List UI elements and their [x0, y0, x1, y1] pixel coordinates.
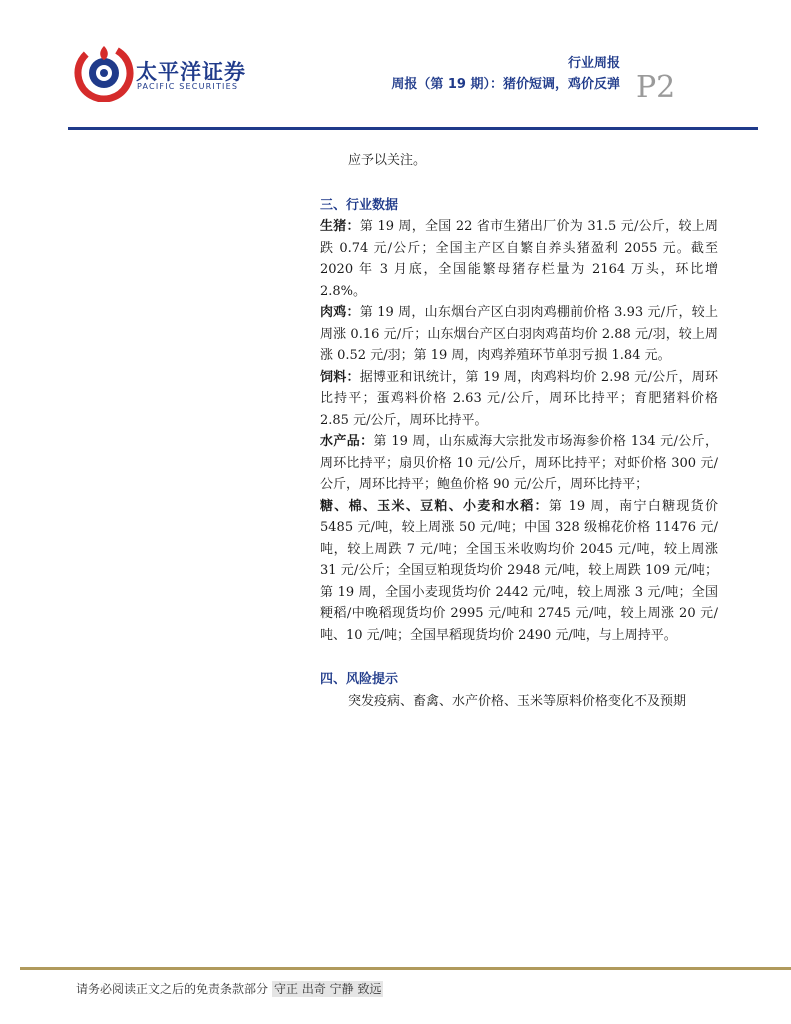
- data-item-crops: [320, 496, 718, 647]
- report-type: 行业周报: [567, 56, 620, 71]
- footer-motto: 守正 出奇 宁静 致远: [274, 982, 382, 996]
- data-item-text: 据博亚和讯统计，第 19 周，肉鸡料均价 2.98 元/公斤，周环比持平；蛋鸡料价格 2.63 元/公斤，周环比持平；育肥猪料价格 2.85 元/公斤，周环比持平。: [320, 369, 718, 428]
- section-4-title: 四、风险提示: [320, 672, 399, 687]
- report-title: 周报（第 19 期）：猪价短调，鸡价反弹: [391, 77, 620, 92]
- report-body: [320, 150, 718, 712]
- data-item-term: 水产品：: [320, 434, 374, 449]
- brand-name-en: PACIFIC SECURITIES: [137, 82, 239, 91]
- risk-text: 突发疫病、畜禽、水产价格、玉米等原料价格变化不及预期: [348, 693, 687, 709]
- pacific-securities-logo-icon: [74, 42, 134, 102]
- data-item-aquatic: [320, 431, 718, 496]
- brand-name-cn: 太平洋证券: [136, 60, 246, 84]
- data-item-term: 饲料：: [320, 369, 360, 385]
- data-item-term: 生猪：: [320, 219, 360, 234]
- data-item-text: 第 19 周，全国 22 省市生猪出厂价为 31.5 元/公斤，较上周跌 0.74 元/公斤；全国主产区自繁自养头猪盈利 2055 元。截至 2020 年 3 月底，全国能繁母猪存栏量为 2164 万头，环比增 2.8%。: [320, 219, 718, 299]
- footer-disclaimer: 请务必阅读正文之后的免责条款部分: [76, 982, 269, 996]
- data-item-hog: [320, 216, 718, 302]
- page-number: P2: [636, 70, 676, 105]
- lead-text: 应予以关注。: [348, 153, 427, 168]
- header-divider: [68, 127, 758, 130]
- section-3-title: 三、行业数据: [320, 197, 399, 213]
- data-item-text: 第 19 周，南宁白糖现货价 5485 元/吨，较上周涨 50 元/吨；中国 328 级棉花价格 11476 元/吨，较上周跌 7 元/吨；全国玉米收购均价 2045 元/吨，较上周涨 31 元/公斤；全国豆粕现货均价 2948 元/吨，较上周跌 109 元/吨；第 19 周，全国小麦现货均价 2442 元/吨，较上周涨 3 元/吨；全国粳稻/中晚稻现货均价 2995 元/吨和 2745 元/吨，较上周涨 20 元/吨、10 元/吨；全国早稻现货均价 2490 元/吨，与上周持平。: [320, 498, 718, 643]
- data-item-term: 糖、棉、玉米、豆粕、小麦和水稻：: [320, 498, 549, 514]
- data-item-text: 第 19 周，山东烟台产区白羽肉鸡棚前价格 3.93 元/斤，较上周涨 0.16 元/斤；山东烟台产区白羽肉鸡苗均价 2.88 元/羽，较上周涨 0.52 元/羽；第 19 周，肉鸡养殖环节单羽亏损 1.84 元。: [320, 305, 718, 363]
- data-item-feed: [320, 367, 718, 432]
- data-item-text: 第 19 周，山东威海大宗批发市场海参价格 134 元/公斤，周环比持平；扇贝价格 10 元/公斤，周环比持平；对虾价格 300 元/公斤，周环比持平；鲍鱼价格 90 元/公斤，周环比持平；: [320, 434, 718, 492]
- footer: [76, 980, 383, 997]
- footer-divider: [20, 967, 791, 970]
- data-item-term: 肉鸡：: [320, 305, 360, 320]
- data-item-broiler: [320, 302, 718, 367]
